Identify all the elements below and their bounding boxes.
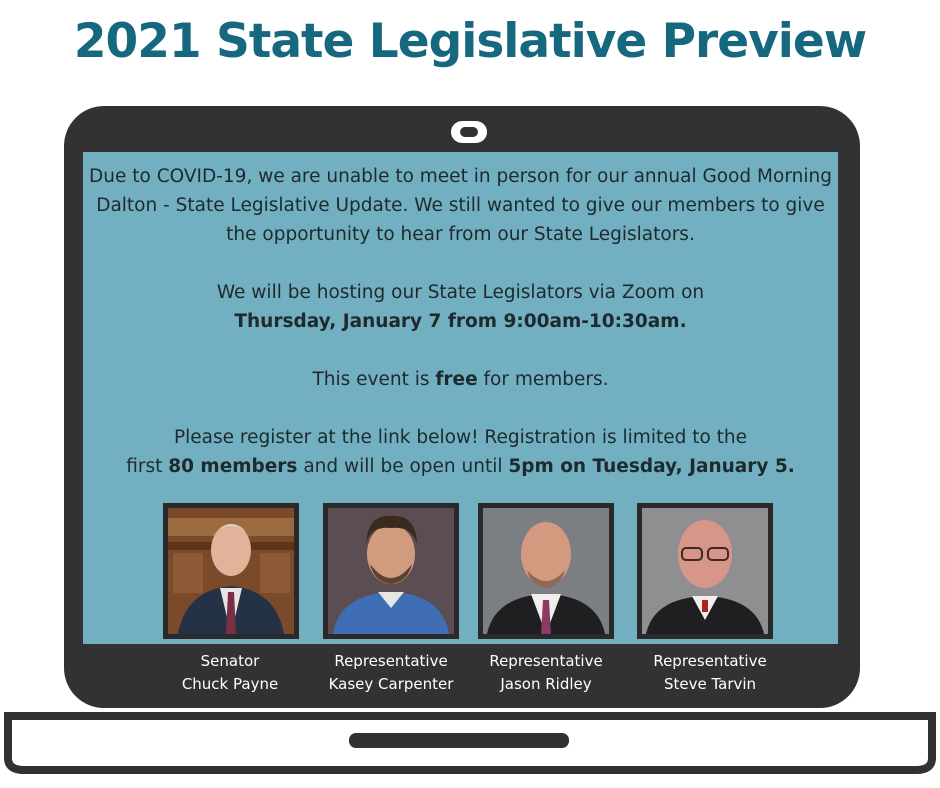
registration-text-b: first bbox=[126, 456, 169, 477]
price-free: free bbox=[435, 369, 478, 390]
legislator-role: Representative bbox=[489, 652, 603, 670]
legislator-name: Kasey Carpenter bbox=[328, 675, 454, 693]
price-text-pre: This event is bbox=[312, 369, 436, 390]
legislator-role: Representative bbox=[334, 652, 448, 670]
legislator-caption-1 bbox=[145, 650, 315, 696]
registration-text-c: and will be open until bbox=[297, 456, 509, 477]
legislator-role: Senator bbox=[200, 652, 260, 670]
trackpad-slot bbox=[349, 733, 569, 748]
legislator-role: Representative bbox=[653, 652, 767, 670]
registration-paragraph bbox=[83, 423, 838, 481]
photo-chuck-payne bbox=[163, 503, 299, 639]
zoom-paragraph bbox=[83, 278, 838, 336]
member-limit: 80 members bbox=[168, 456, 298, 477]
event-description bbox=[83, 162, 838, 510]
intro-paragraph: Due to COVID-19, we are unable to meet in person for our annual Good Morning Dalton - State Legislative Update. We still wanted to give our members to give the opportunity to hear from our State Legislators. bbox=[89, 166, 832, 245]
webcam-icon bbox=[451, 121, 487, 143]
legislator-caption-3 bbox=[461, 650, 631, 696]
price-paragraph bbox=[83, 365, 838, 394]
legislator-name: Chuck Payne bbox=[181, 675, 279, 693]
event-date: Thursday, January 7 from 9:00am-10:30am. bbox=[234, 311, 687, 332]
registration-deadline: 5pm on Tuesday, January 5. bbox=[508, 456, 795, 477]
page-title: 2021 State Legislative Preview bbox=[73, 14, 867, 69]
photo-kasey-carpenter bbox=[323, 503, 459, 639]
price-text-post: for members. bbox=[477, 369, 609, 390]
legislator-name: Jason Ridley bbox=[500, 675, 592, 693]
legislator-name: Steve Tarvin bbox=[663, 675, 757, 693]
photo-steve-tarvin bbox=[637, 503, 773, 639]
laptop-base bbox=[0, 708, 940, 774]
photo-jason-ridley bbox=[478, 503, 614, 639]
legislator-caption-2 bbox=[306, 650, 476, 696]
zoom-text: We will be hosting our State Legislators via Zoom on bbox=[216, 282, 705, 303]
registration-text-a: Please register at the link below! Registration is limited to the bbox=[173, 427, 748, 448]
legislator-caption-4 bbox=[625, 650, 795, 696]
